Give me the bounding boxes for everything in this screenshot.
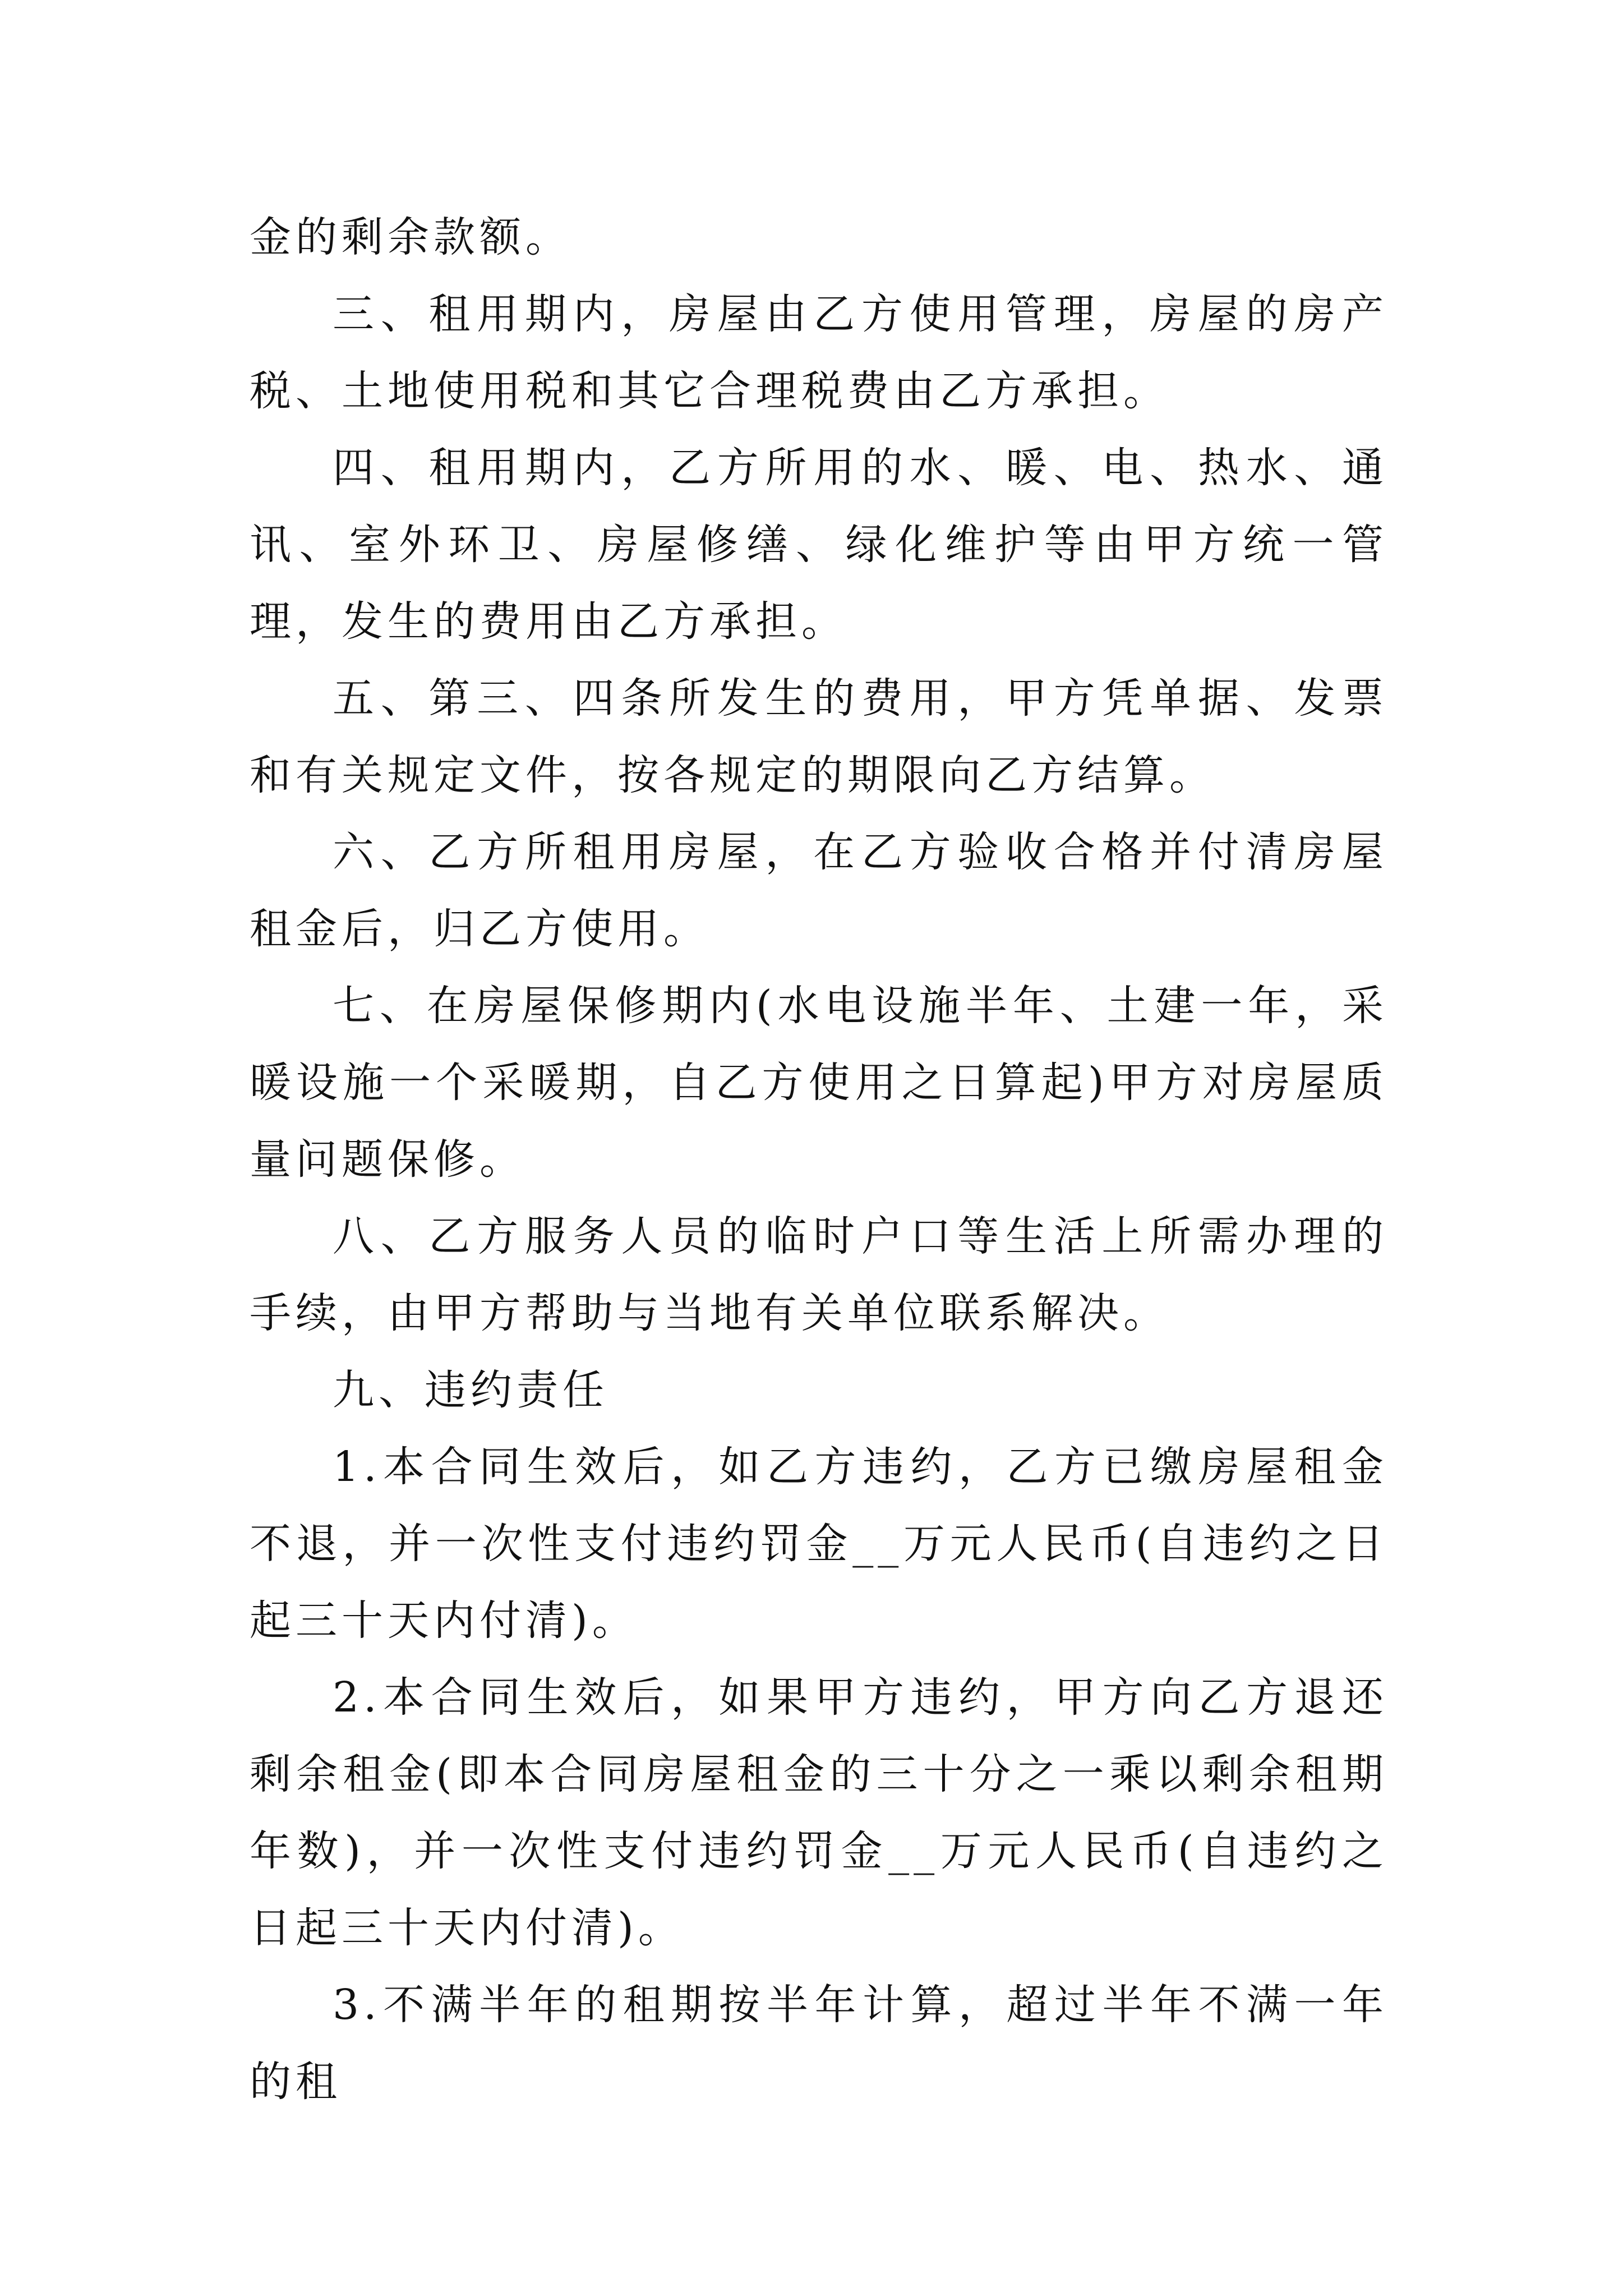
paragraph-clause-9-heading: 九、违约责任 — [333, 1366, 608, 1414]
paragraph-clause-4: 四、租用期内，乙方所用的水、暖、电、热水、通讯、室外环卫、房屋修缮、绿化维护等由甲方统一管理，发生的费用由乙方承担。 — [250, 444, 1388, 646]
document-body — [250, 199, 1388, 2120]
paragraph-clause-9-item-3: 3.不满半年的租期按半年计算，超过半年不满一年的租 — [250, 1981, 1388, 2106]
paragraph-clause-5: 五、第三、四条所发生的费用，甲方凭单据、发票和有关规定文件，按各规定的期限向乙方结算。 — [250, 674, 1388, 799]
paragraph-clause-6: 六、乙方所租用房屋，在乙方验收合格并付清房屋租金后，归乙方使用。 — [250, 828, 1388, 953]
paragraph-clause-9-item-2: 2.本合同生效后，如果甲方违约，甲方向乙方退还剩余租金(即本合同房屋租金的三十分之一乘以剩余租期年数)，并一次性支付违约罚金__万元人民币(自违约之日起三十天内付清)。 — [250, 1673, 1388, 1952]
paragraph-continuation: 金的剩余款额。 — [250, 213, 571, 261]
paragraph-clause-3: 三、租用期内，房屋由乙方使用管理，房屋的房产税、土地使用税和其它合理税费由乙方承担。 — [250, 290, 1388, 415]
paragraph-clause-7: 七、在房屋保修期内(水电设施半年、土建一年，采暖设施一个采暖期，自乙方使用之日算起)甲方对房屋质量问题保修。 — [250, 982, 1388, 1184]
paragraph-clause-9-item-1: 1.本合同生效后，如乙方违约，乙方已缴房屋租金不退，并一次性支付违约罚金__万元人民币(自违约之日起三十天内付清)。 — [250, 1443, 1388, 1645]
paragraph-clause-8: 八、乙方服务人员的临时户口等生活上所需办理的手续，由甲方帮助与当地有关单位联系解决。 — [250, 1212, 1388, 1337]
